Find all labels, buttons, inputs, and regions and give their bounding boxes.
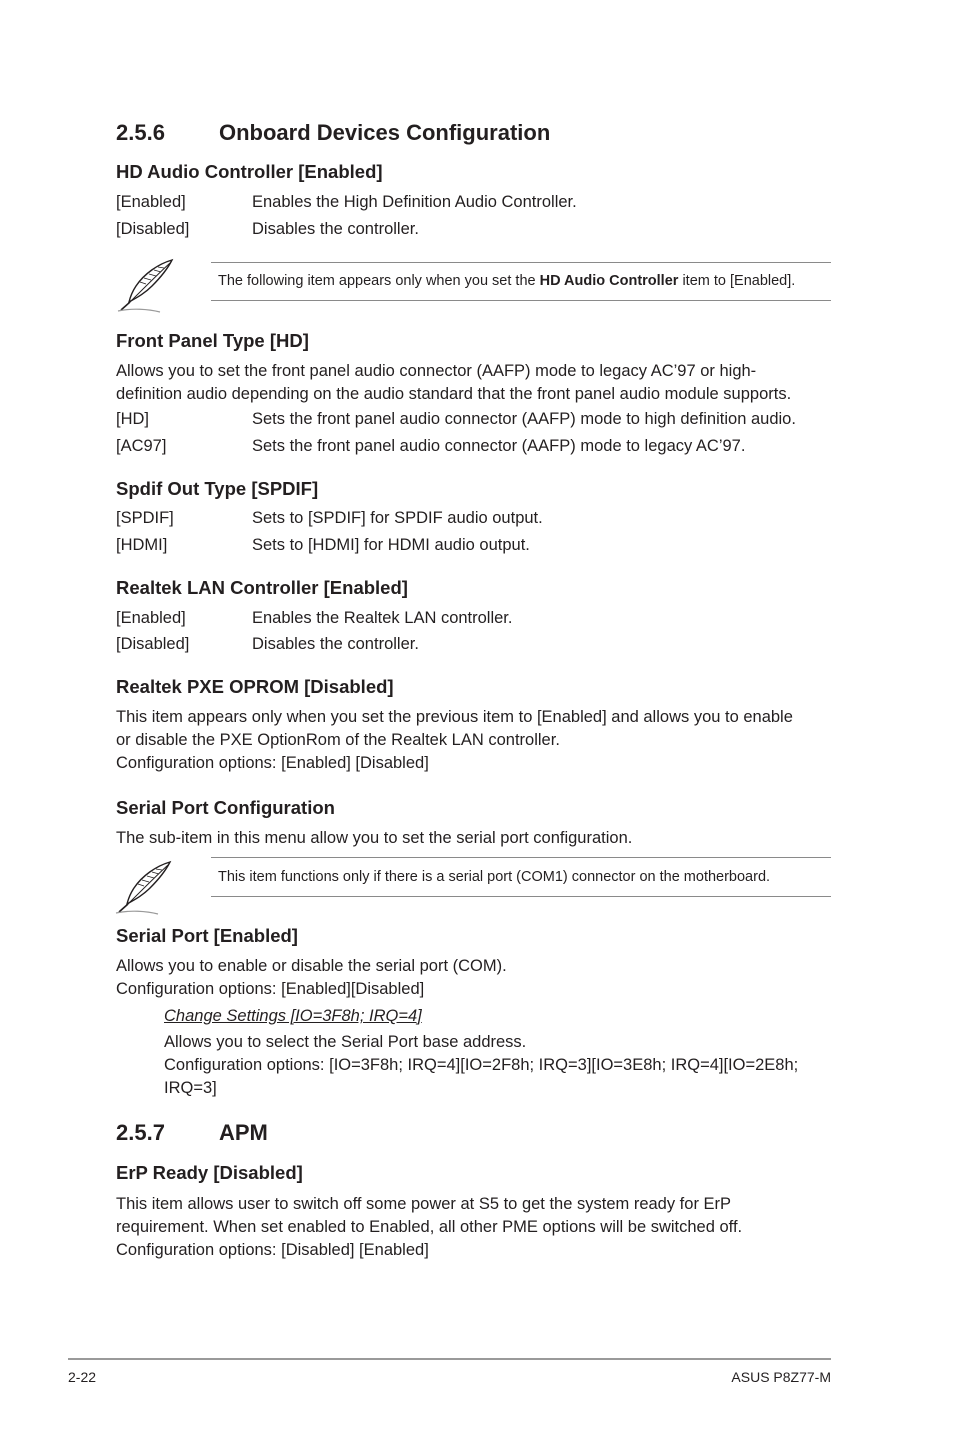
option-key: [HDMI]	[116, 536, 168, 554]
erp-line: Configuration options: [Disabled] [Enabled]	[116, 1241, 429, 1259]
section-title: APM	[219, 1120, 268, 1145]
serial-port-line: Configuration options: [Enabled][Disabled]	[116, 980, 425, 998]
footer-product-name: ASUS P8Z77-M	[731, 1369, 831, 1385]
option-key: [Enabled]	[116, 193, 186, 211]
spdif-heading: Spdif Out Type [SPDIF]	[116, 478, 319, 499]
pxe-heading: Realtek PXE OPROM [Disabled]	[116, 676, 394, 697]
change-settings-line: Allows you to select the Serial Port base address.	[164, 1033, 527, 1051]
feather-quill-icon	[114, 256, 178, 314]
front-panel-desc-line: definition audio depending on the audio standard that the front panel audio module supports.	[116, 385, 792, 403]
change-settings-line: Configuration options: [IO=3F8h; IRQ=4][IO=2F8h; IRQ=3][IO=3E8h; IRQ=4][IO=2E8h;	[164, 1056, 799, 1074]
lan-heading: Realtek LAN Controller [Enabled]	[116, 577, 408, 598]
erp-line: This item allows user to switch off some power at S5 to get the system ready for ErP	[116, 1195, 732, 1213]
front-panel-heading: Front Panel Type [HD]	[116, 330, 309, 351]
erp-line: requirement. When set enabled to Enabled, all other PME options will be switched off.	[116, 1218, 743, 1236]
pxe-line: Configuration options: [Enabled] [Disabled]	[116, 754, 429, 772]
option-desc: Disables the controller.	[252, 635, 419, 653]
option-desc: Enables the High Definition Audio Controller.	[252, 193, 577, 211]
serial-config-line: The sub-item in this menu allow you to set the serial port configuration.	[116, 829, 633, 847]
option-desc: Sets the front panel audio connector (AAFP) mode to legacy AC’97.	[252, 437, 746, 455]
section-heading-2-5-6	[116, 120, 550, 146]
note-text: This item functions only if there is a serial port (COM1) connector on the motherboard.	[218, 869, 771, 885]
erp-heading: ErP Ready [Disabled]	[116, 1162, 303, 1183]
note-text-post: item to [Enabled].	[678, 273, 796, 289]
footer-page-number: 2-22	[68, 1369, 97, 1385]
note-rule-bottom	[211, 896, 831, 897]
option-desc: Sets to [SPDIF] for SPDIF audio output.	[252, 509, 543, 527]
serial-port-heading: Serial Port [Enabled]	[116, 925, 298, 946]
option-key: [Enabled]	[116, 609, 186, 627]
note-rule-top	[211, 262, 831, 263]
option-desc: Sets to [HDMI] for HDMI audio output.	[252, 536, 530, 554]
option-desc: Sets the front panel audio connector (AAFP) mode to high definition audio.	[252, 410, 796, 428]
note-text-pre: The following item appears only when you set the	[218, 273, 540, 289]
option-key: [Disabled]	[116, 635, 190, 653]
option-key: [HD]	[116, 410, 149, 428]
front-panel-desc-line: Allows you to set the front panel audio connector (AAFP) mode to legacy AC’97 or high-	[116, 362, 757, 380]
option-key: [SPDIF]	[116, 509, 174, 527]
option-desc: Disables the controller.	[252, 220, 419, 238]
option-desc: Enables the Realtek LAN controller.	[252, 609, 513, 627]
pxe-line: or disable the PXE OptionRom of the Realtek LAN controller.	[116, 731, 560, 749]
hd-audio-heading: HD Audio Controller [Enabled]	[116, 161, 383, 182]
serial-port-line: Allows you to enable or disable the serial port (COM).	[116, 957, 507, 975]
option-key: [Disabled]	[116, 220, 190, 238]
section-heading-2-5-7	[116, 1120, 268, 1146]
section-number: 2.5.7	[116, 1120, 165, 1145]
section-title: Onboard Devices Configuration	[219, 120, 551, 145]
footer-rule	[68, 1358, 831, 1360]
serial-config-heading: Serial Port Configuration	[116, 797, 335, 818]
option-key: [AC97]	[116, 437, 167, 455]
pxe-line: This item appears only when you set the previous item to [Enabled] and allows you to enable	[116, 708, 793, 726]
note-text-bold: HD Audio Controller	[539, 273, 679, 289]
note-rule-top	[211, 857, 831, 858]
note-text	[218, 273, 795, 289]
change-settings-line: IRQ=3]	[164, 1079, 217, 1097]
note-rule-bottom	[211, 300, 831, 301]
section-number: 2.5.6	[116, 120, 165, 145]
feather-quill-icon	[112, 858, 176, 916]
change-settings-subheading: Change Settings [IO=3F8h; IRQ=4]	[164, 1007, 422, 1025]
